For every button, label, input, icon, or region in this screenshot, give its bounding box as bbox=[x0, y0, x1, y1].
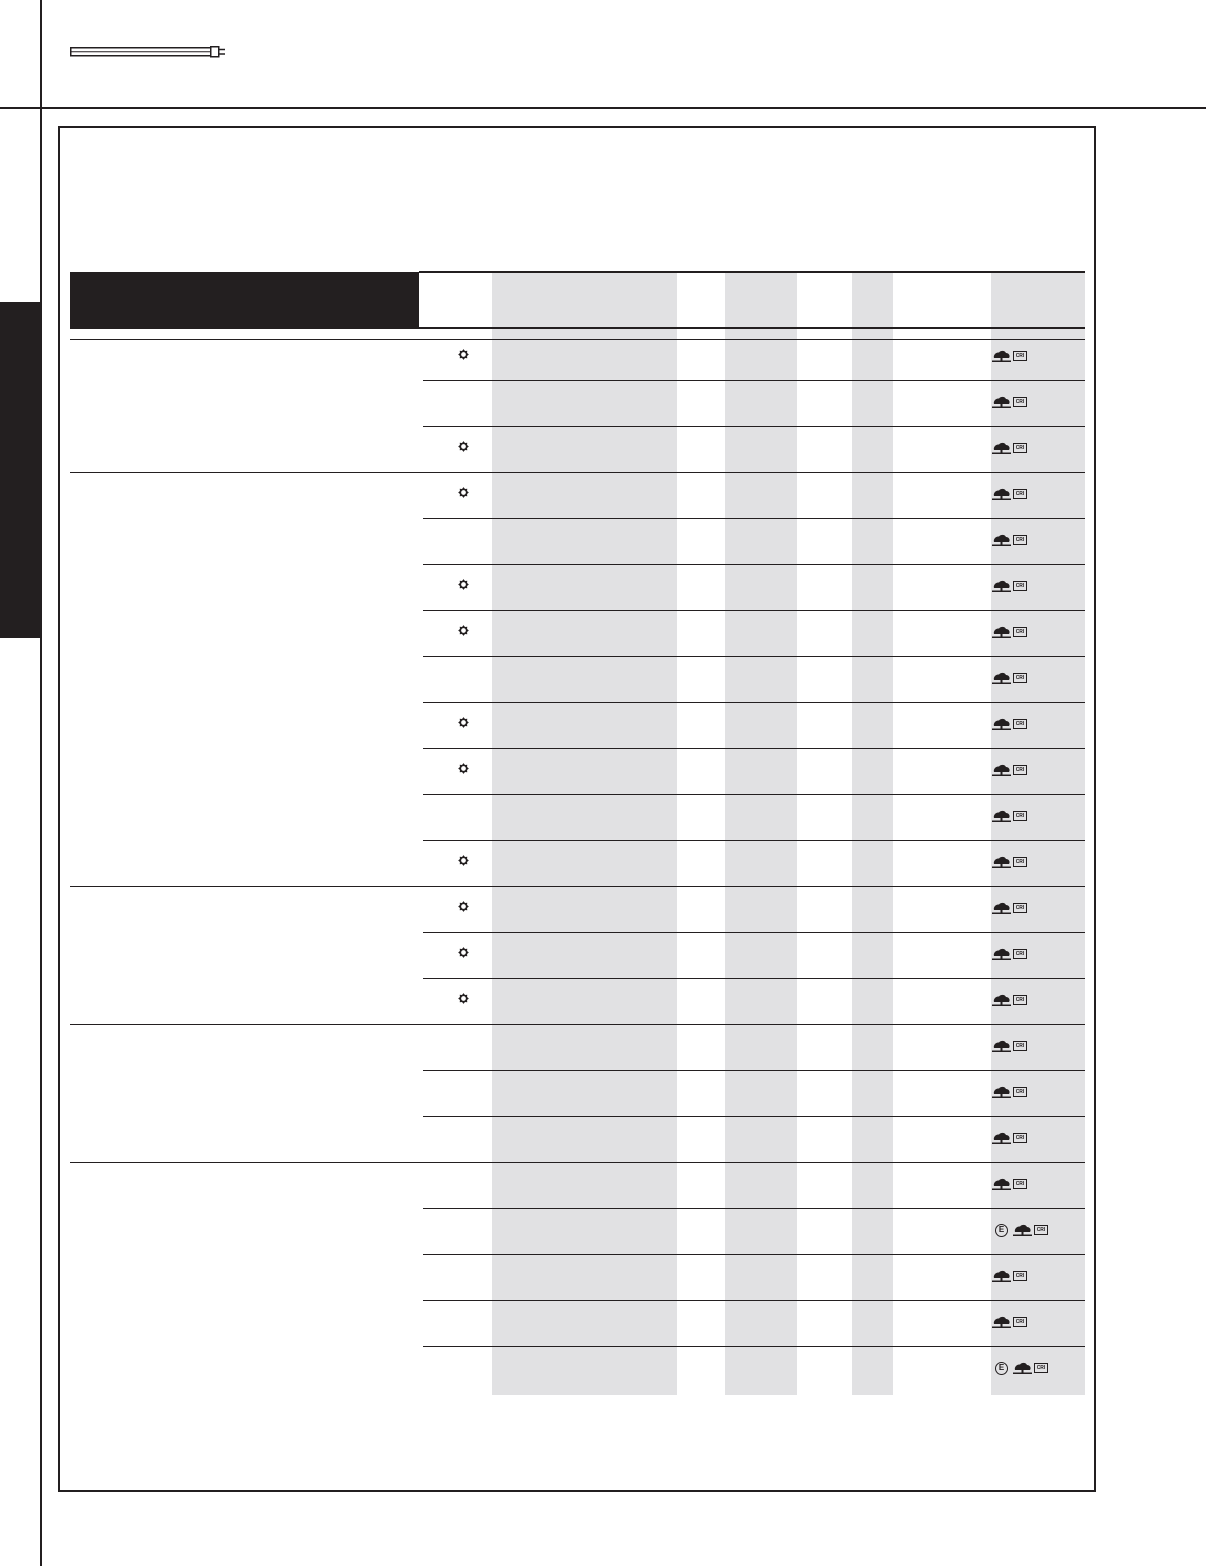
row-separator bbox=[423, 932, 1085, 933]
cri-badge-icon: CRI bbox=[1013, 1317, 1027, 1327]
row-separator bbox=[423, 1070, 1085, 1071]
tree-icon bbox=[992, 534, 1011, 546]
cri-badge-icon: CRI bbox=[1013, 535, 1027, 545]
environmental-symbols bbox=[992, 1269, 1027, 1283]
tree-icon bbox=[992, 1178, 1011, 1190]
starburst-icon bbox=[458, 993, 469, 1004]
tree-icon bbox=[992, 442, 1011, 454]
tree-icon bbox=[992, 626, 1011, 638]
environmental-symbols bbox=[992, 487, 1027, 501]
energy-e-icon: E bbox=[995, 1362, 1008, 1375]
tree-icon bbox=[992, 1086, 1011, 1098]
row-separator bbox=[423, 1116, 1085, 1117]
cri-badge-icon: CRI bbox=[1013, 581, 1027, 591]
environmental-symbols bbox=[992, 1085, 1027, 1099]
tree-icon bbox=[992, 718, 1011, 730]
cri-badge-icon: CRI bbox=[1013, 1179, 1027, 1189]
section-side-tab bbox=[0, 302, 42, 638]
shaded-column-1 bbox=[492, 273, 677, 1395]
environmental-symbols bbox=[992, 533, 1027, 547]
environmental-symbols bbox=[992, 579, 1027, 593]
environmental-symbols bbox=[992, 763, 1027, 777]
starburst-icon bbox=[458, 855, 469, 866]
starburst-icon bbox=[458, 487, 469, 498]
fluorescent-tube-icon bbox=[70, 44, 226, 60]
tree-icon bbox=[992, 948, 1011, 960]
row-separator bbox=[423, 1300, 1085, 1301]
environmental-symbols bbox=[992, 349, 1027, 363]
cri-badge-icon: CRI bbox=[1013, 1087, 1027, 1097]
table-header-bottom-rule bbox=[70, 327, 1085, 329]
row-separator bbox=[423, 610, 1085, 611]
row-separator bbox=[423, 518, 1085, 519]
cri-badge-icon: CRI bbox=[1013, 489, 1027, 499]
environmental-symbols bbox=[992, 1315, 1027, 1329]
starburst-icon bbox=[458, 763, 469, 774]
tree-icon bbox=[992, 350, 1011, 362]
group-separator bbox=[70, 339, 1085, 340]
environmental-symbols bbox=[992, 717, 1027, 731]
tree-icon bbox=[1013, 1224, 1032, 1236]
left-margin-rule bbox=[40, 0, 42, 1566]
cri-badge-icon: CRI bbox=[1013, 1133, 1027, 1143]
row-separator bbox=[423, 1208, 1085, 1209]
cri-badge-icon: CRI bbox=[1013, 903, 1027, 913]
tree-icon bbox=[992, 1132, 1011, 1144]
tree-icon bbox=[992, 1040, 1011, 1052]
cri-badge-icon: CRI bbox=[1013, 719, 1027, 729]
shaded-column-3 bbox=[852, 273, 893, 1395]
row-separator bbox=[423, 748, 1085, 749]
tree-icon bbox=[992, 1316, 1011, 1328]
row-separator bbox=[423, 380, 1085, 381]
table-header-block bbox=[70, 272, 419, 329]
environmental-symbols bbox=[995, 1223, 1048, 1237]
tree-icon bbox=[1013, 1362, 1032, 1374]
group-separator bbox=[70, 1024, 1085, 1025]
tree-icon bbox=[992, 672, 1011, 684]
starburst-icon bbox=[458, 441, 469, 452]
tree-icon bbox=[992, 1270, 1011, 1282]
environmental-symbols bbox=[992, 1177, 1027, 1191]
tree-icon bbox=[992, 580, 1011, 592]
row-separator bbox=[423, 1254, 1085, 1255]
row-separator bbox=[423, 426, 1085, 427]
row-separator bbox=[423, 794, 1085, 795]
row-separator bbox=[423, 1346, 1085, 1347]
tree-icon bbox=[992, 810, 1011, 822]
environmental-symbols bbox=[992, 901, 1027, 915]
group-separator bbox=[70, 472, 1085, 473]
tree-icon bbox=[992, 488, 1011, 500]
environmental-symbols bbox=[992, 855, 1027, 869]
cri-badge-icon: CRI bbox=[1013, 1041, 1027, 1051]
environmental-symbols bbox=[992, 1039, 1027, 1053]
cri-badge-icon: CRI bbox=[1013, 949, 1027, 959]
cri-badge-icon: CRI bbox=[1013, 765, 1027, 775]
table-header-top-rule bbox=[419, 271, 1085, 273]
environmental-symbols bbox=[992, 947, 1027, 961]
cri-badge-icon: CRI bbox=[1013, 351, 1027, 361]
tree-icon bbox=[992, 764, 1011, 776]
environmental-symbols bbox=[992, 809, 1027, 823]
starburst-icon bbox=[458, 947, 469, 958]
starburst-icon bbox=[458, 625, 469, 636]
group-separator bbox=[70, 886, 1085, 887]
environmental-symbols bbox=[992, 625, 1027, 639]
cri-badge-icon: CRI bbox=[1013, 811, 1027, 821]
environmental-symbols bbox=[992, 1131, 1027, 1145]
energy-e-icon: E bbox=[995, 1224, 1008, 1237]
row-separator bbox=[423, 840, 1085, 841]
row-separator bbox=[423, 656, 1085, 657]
cri-badge-icon: CRI bbox=[1034, 1363, 1048, 1373]
environmental-symbols bbox=[992, 671, 1027, 685]
environmental-symbols bbox=[992, 993, 1027, 1007]
group-separator bbox=[70, 1162, 1085, 1163]
cri-badge-icon: CRI bbox=[1013, 443, 1027, 453]
cri-badge-icon: CRI bbox=[1013, 995, 1027, 1005]
cri-badge-icon: CRI bbox=[1013, 1271, 1027, 1281]
shaded-column-2 bbox=[725, 273, 797, 1395]
cri-badge-icon: CRI bbox=[1013, 397, 1027, 407]
row-separator bbox=[423, 564, 1085, 565]
starburst-icon bbox=[458, 901, 469, 912]
tree-icon bbox=[992, 396, 1011, 408]
tree-icon bbox=[992, 994, 1011, 1006]
starburst-icon bbox=[458, 579, 469, 590]
tree-icon bbox=[992, 902, 1011, 914]
environmental-symbols bbox=[995, 1361, 1048, 1375]
row-separator bbox=[423, 978, 1085, 979]
starburst-icon bbox=[458, 349, 469, 360]
environmental-symbols bbox=[992, 441, 1027, 455]
tree-icon bbox=[992, 856, 1011, 868]
cri-badge-icon: CRI bbox=[1013, 857, 1027, 867]
cri-badge-icon: CRI bbox=[1034, 1225, 1048, 1235]
cri-badge-icon: CRI bbox=[1013, 627, 1027, 637]
starburst-icon bbox=[458, 717, 469, 728]
row-separator bbox=[423, 702, 1085, 703]
environmental-symbols bbox=[992, 395, 1027, 409]
header-rule bbox=[0, 107, 1206, 109]
cri-badge-icon: CRI bbox=[1013, 673, 1027, 683]
